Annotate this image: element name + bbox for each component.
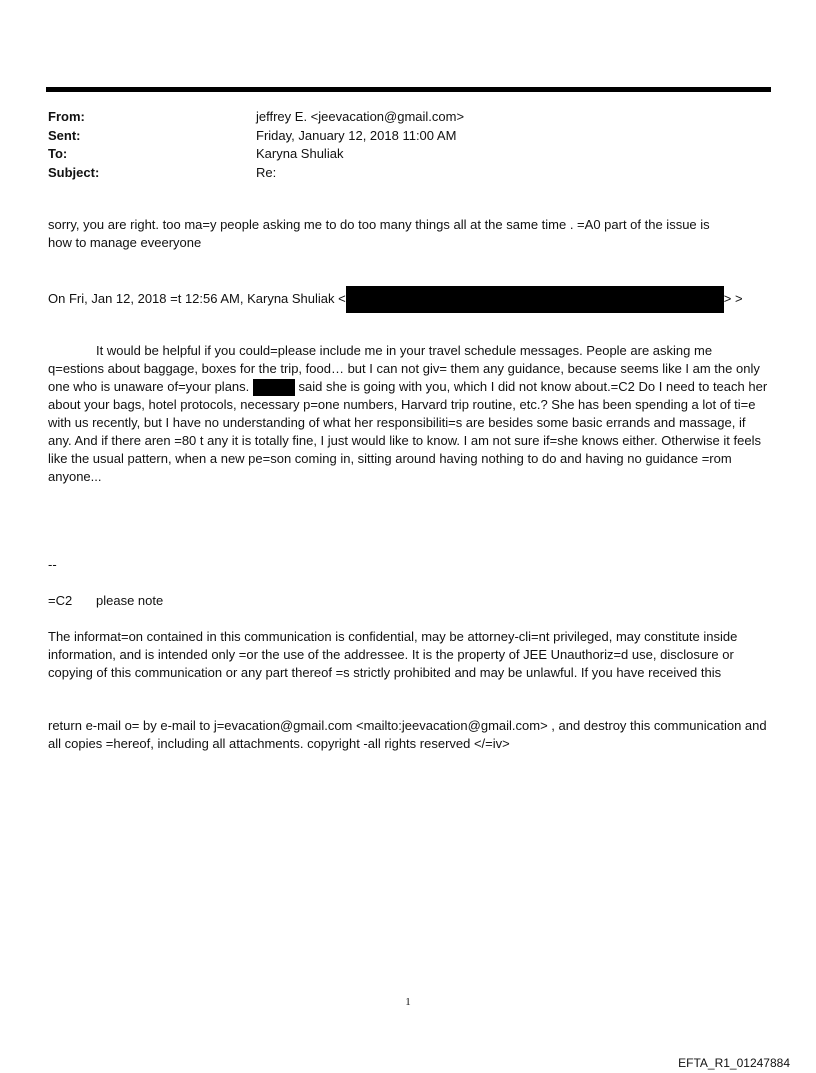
subject-row <box>48 164 464 183</box>
email-header <box>48 108 464 182</box>
quoted-message <box>48 342 770 486</box>
quoted-part-2: said she is going with you, which I did not know about.=C2 Do I need to teach her about your bags, hotel protocols, necessary p=one numbers, Harvard trip routine, etc.? She has been spending a lot of ti=e with us recently, but I have no understanding of what her responsibiliti=s are besides some basic errands and massage, if any. And if there aren =80 t any it is totally fine, I just would like to know. I am not sure if=she knows either. Otherwise it feels like the usual pattern, when a new pe=son coming in, sitting around having nothing to do and having no guidance =rom anyone... <box>48 379 768 485</box>
sent-value: Friday, January 12, 2018 11:00 AM <box>256 127 457 143</box>
subject-label: Subject: <box>48 164 100 180</box>
signature-dashes: -- <box>48 557 57 572</box>
from-row <box>48 108 464 127</box>
reply-line-1: sorry, you are right. too ma=y people asking me to do too many things all at the same time . =A0 part of the issue is <box>48 217 710 232</box>
quoted-part-1: It would be helpful if you could=please include me in your travel schedule messages. People are asking me q=estions about baggage, boxes for the trip, food… but I can not giv= them any guidance, because seems like I am the only one who is unaware of=your plans. <box>48 343 760 394</box>
to-label: To: <box>48 146 68 161</box>
to-row <box>48 145 464 164</box>
subject-value: Re: <box>256 164 277 180</box>
sent-row <box>48 127 464 146</box>
redaction-name-block <box>253 379 295 396</box>
bates-number: EFTA_R1_01247884 <box>678 1056 790 1070</box>
quote-header-prefix: On Fri, Jan 12, 2018 =t 12:56 AM, Karyna Shuliak < <box>48 290 346 306</box>
reply-text <box>48 216 770 252</box>
quote-header-suffix: > > <box>723 290 743 306</box>
page-number: 1 <box>405 996 411 1008</box>
redaction-block <box>346 286 724 313</box>
quote-header <box>48 286 770 313</box>
note-prefix: =C2 <box>48 593 73 608</box>
sent-label: Sent: <box>48 127 81 143</box>
from-label: From: <box>48 109 85 124</box>
reply-line-2: how to manage eveeryone <box>48 235 202 250</box>
header-rule <box>46 87 771 92</box>
return-notice: return e-mail o= by e-mail to j=evacation@gmail.com <mailto:jeevacation@gmail.com> , and destroy this communication and all copies =hereof, including all attachments. copyright -all rights reserved </=iv> <box>48 718 767 751</box>
note-line <box>48 592 770 610</box>
confidentiality-notice: The informat=on contained in this communication is confidential, may be attorney-cli=nt privileged, may constitute inside information, and is intended only =or the use of the addressee. It is the property of JEE Unauthoriz=d use, disclosure or copying of this communication or any part thereof =s strictly prohibited and may be unlawful. If you have received this <box>48 629 738 680</box>
from-value: jeffrey E. <jeevacation@gmail.com> <box>256 109 465 124</box>
to-value: Karyna Shuliak <box>256 146 344 161</box>
note-text: please note <box>96 593 164 608</box>
